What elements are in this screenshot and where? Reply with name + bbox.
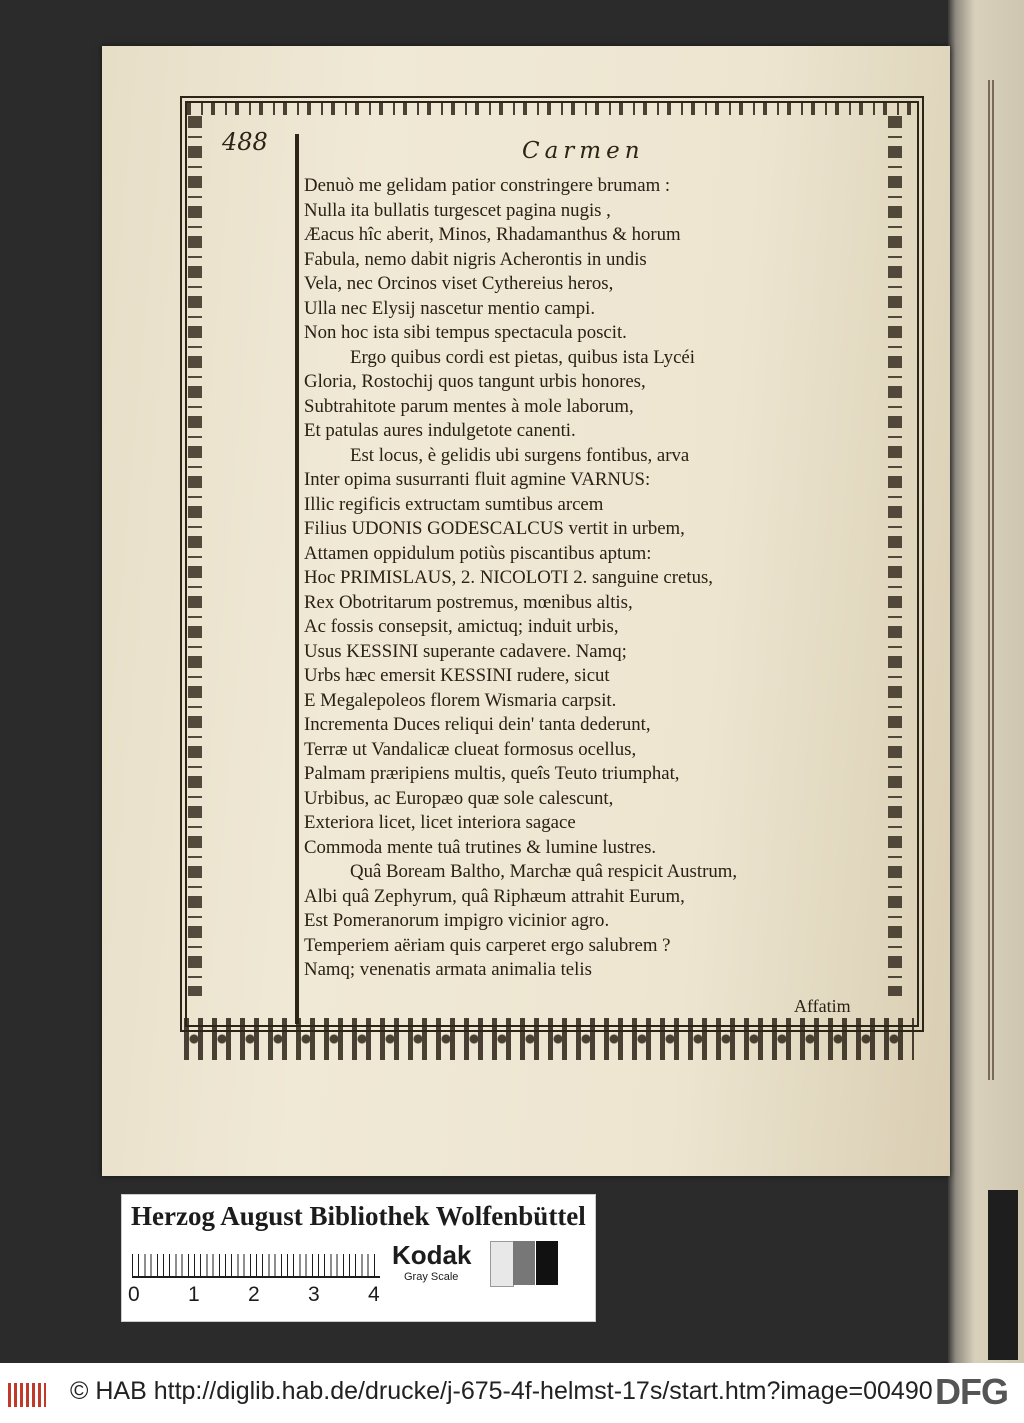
verse-line: Commoda mente tuâ trutines & lumine lustres.: [304, 836, 657, 858]
hab-logo-icon: [8, 1383, 46, 1407]
copyright-link[interactable]: © HAB http://diglib.hab.de/drucke/j-675-4f-helmst-17s/start.htm?image=00490: [70, 1377, 933, 1405]
verse-line: Est locus, è gelidis ubi surgens fontibus, arva: [350, 444, 690, 466]
right-ornament: [888, 116, 902, 996]
verse-line: Hoc PRIMISLAUS, 2. NICOLOTI 2. sanguine cretus,: [304, 567, 713, 588]
gray-swatch-white: [490, 1241, 514, 1287]
verse-line: Vela, nec Orcinos viset Cythereius heros,: [304, 273, 614, 294]
bottom-ornament: [184, 1018, 914, 1060]
verse-line: Rex Obotritarum postremus, mœnibus altis,: [304, 591, 633, 613]
library-label: [121, 1194, 596, 1322]
adjacent-page-tab: [988, 1190, 1018, 1360]
verse-line: Exteriora licet, licet interiora sagace: [304, 812, 576, 833]
verse-line: Inter opima susurranti fluit agmine VARNUS:: [304, 469, 651, 490]
verse-line: Usus KESSINI superante cadavere. Namq;: [304, 640, 627, 662]
scale-number: 4: [368, 1283, 380, 1306]
verse-line: Attamen oppidulum potiùs piscantibus aptum:: [304, 542, 652, 564]
verse-line: Æacus hîc aberit, Minos, Rhadamanthus & horum: [304, 224, 681, 245]
dfg-logo: DFG: [935, 1371, 1008, 1412]
catchword: Affatim: [794, 996, 851, 1016]
verse-line: Urbs hæc emersit KESSINI rudere, sicut: [304, 665, 610, 686]
verse-line: Temperiem aëriam quis carperet ergo salubrem ?: [304, 934, 671, 956]
verse-line: Filius UDONIS GODESCALCUS vertit in urbem,: [304, 518, 685, 539]
verse-line: Urbibus, ac Europæo quæ sole calescunt,: [304, 787, 614, 809]
scale-number: 0: [128, 1283, 140, 1306]
verse-line: Fabula, nemo dabit nigris Acherontis in undis: [304, 248, 647, 270]
verse-line: Gloria, Rostochij quos tangunt urbis honores,: [304, 371, 646, 392]
verse-line: Non hoc ista sibi tempus spectacula poscit.: [304, 322, 627, 343]
verse-line: Namq; venenatis armata animalia telis: [304, 959, 592, 980]
verse-line: Palmam præripiens multis, queîs Teuto triumphat,: [304, 763, 680, 784]
verse-line: Ergo quibus cordi est pietas, quibus ista Lycéi: [350, 346, 695, 368]
verse-line: Ulla nec Elysij nascetur mentio campi.: [304, 297, 596, 319]
footer-bar: [0, 1363, 1024, 1423]
gray-swatch-gray: [513, 1241, 535, 1285]
scale-number: 2: [248, 1283, 260, 1306]
scanned-page: [102, 46, 950, 1176]
left-ornament: [188, 116, 202, 996]
verse-line: Subtrahitote parum mentes à mole laborum,: [304, 395, 634, 417]
adjacent-page-border: [988, 80, 1022, 1080]
library-name: Herzog August Bibliothek Wolfenbüttel: [131, 1201, 586, 1231]
gray-swatch-black: [536, 1241, 558, 1285]
verse-line: Nulla ita bullatis turgescet pagina nugis ,: [304, 199, 611, 221]
verse-line: E Megalepoleos florem Wismaria carpsit.: [304, 689, 617, 711]
verse-line: Et patulas aures indulgetote canenti.: [304, 420, 576, 441]
verse-line: Terræ ut Vandalicæ clueat formosus ocellus,: [304, 738, 637, 760]
page-number: 488: [222, 128, 268, 156]
verse-line: Ac fossis consepsit, amictuq; induit urbis,: [304, 616, 619, 637]
verse-line: Incrementa Duces reliqui dein' tanta dederunt,: [304, 714, 651, 735]
scale-ruler: [132, 1242, 380, 1278]
scale-number: 3: [308, 1283, 320, 1306]
scale-number: 1: [188, 1283, 200, 1306]
kodak-logo: Kodak: [392, 1240, 472, 1270]
verse-line: Est Pomeranorum impigro vicinior agro.: [304, 910, 610, 931]
verse-line: Albi quâ Zephyrum, quâ Riphæum attrahit Eurum,: [304, 885, 685, 907]
verse-line: Quâ Boream Baltho, Marchæ quâ respicit Austrum,: [350, 861, 738, 882]
adjacent-page: [948, 0, 1024, 1363]
kodak-subtitle: Gray Scale: [404, 1271, 459, 1283]
margin-rule: [295, 134, 299, 1024]
poem-text: [304, 174, 884, 983]
verse-line: Denuò me gelidam patior constringere brumam :: [304, 175, 671, 196]
poem-title: Carmen: [522, 138, 645, 164]
top-ornament: [187, 101, 917, 115]
verse-line: Illic regificis extructam sumtibus arcem: [304, 493, 604, 515]
